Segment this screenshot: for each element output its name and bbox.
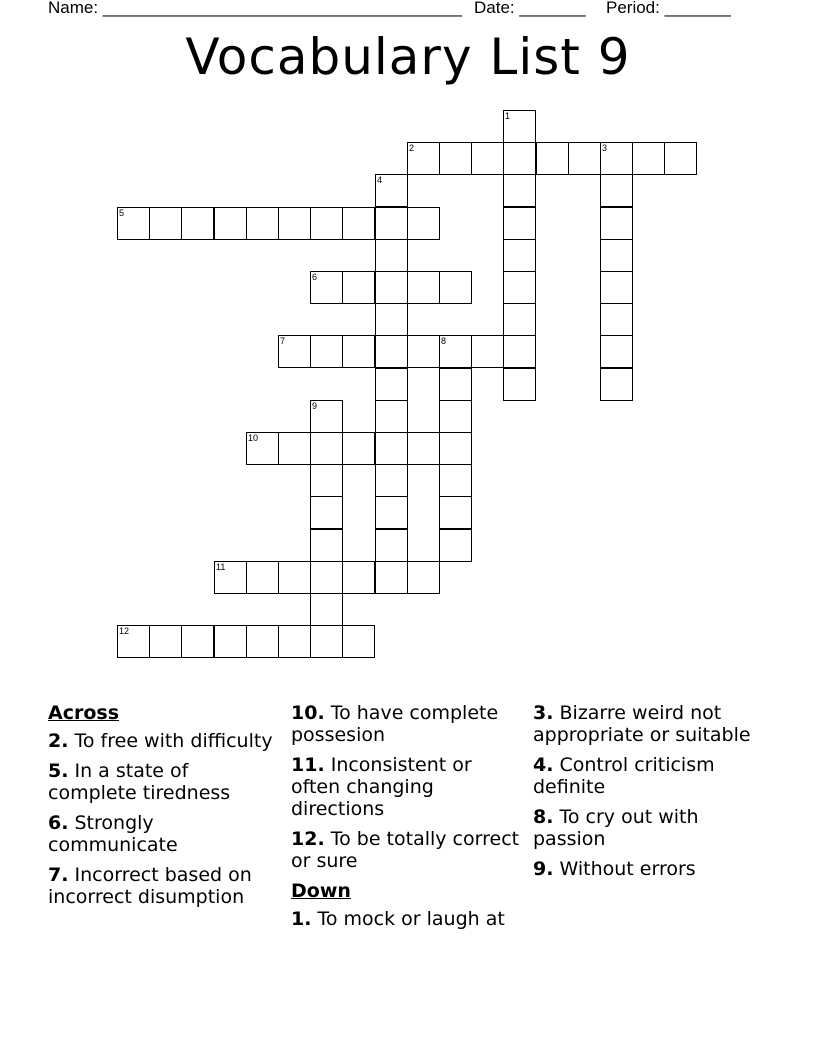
grid-cell[interactable] [149, 207, 182, 240]
clue-number: 2 [409, 143, 415, 153]
grid-cell[interactable] [600, 368, 633, 401]
grid-cell[interactable] [310, 625, 343, 658]
clue-across-12: 12. To be totally correct or sure [291, 828, 520, 872]
grid-cell[interactable] [600, 142, 633, 175]
clue-down-4: 4. Control criticism definite [533, 754, 715, 798]
grid-cell[interactable] [600, 271, 633, 304]
grid-cell[interactable] [375, 174, 408, 207]
grid-cell[interactable] [471, 142, 504, 175]
clue-number: 12 [119, 626, 130, 636]
across-heading: Across [48, 702, 120, 724]
grid-cell[interactable] [600, 174, 633, 207]
grid-cell[interactable] [536, 142, 569, 175]
grid-cell[interactable] [342, 625, 375, 658]
grid-cell[interactable] [149, 625, 182, 658]
grid-cell[interactable] [407, 142, 440, 175]
clue-across-7: 7. Incorrect based on incorrect disumption [48, 864, 252, 908]
grid-cell[interactable] [632, 142, 665, 175]
grid-cell[interactable] [342, 432, 375, 465]
grid-cell[interactable] [439, 400, 472, 433]
date-field-label: Date: _______ [474, 0, 586, 17]
clue-number: 11 [216, 562, 226, 572]
grid-cell[interactable] [439, 496, 472, 529]
grid-cell[interactable] [246, 432, 279, 465]
grid-cell[interactable] [342, 207, 375, 240]
grid-cell[interactable] [310, 400, 343, 433]
grid-cell[interactable] [503, 271, 536, 304]
clue-number: 10 [248, 433, 259, 443]
clue-down-8: 8. To cry out with passion [533, 806, 699, 850]
grid-cell[interactable] [503, 174, 536, 207]
grid-cell[interactable] [117, 625, 150, 658]
clue-number: 9 [312, 401, 318, 411]
grid-cell[interactable] [310, 432, 343, 465]
grid-cell[interactable] [310, 464, 343, 497]
grid-cell[interactable] [503, 303, 536, 336]
grid-cell[interactable] [664, 142, 697, 175]
clue-number: 6 [312, 272, 318, 282]
grid-cell[interactable] [278, 561, 311, 594]
grid-cell[interactable] [246, 561, 279, 594]
clue-across-5: 5. In a state of complete tiredness [48, 760, 231, 804]
grid-cell[interactable] [439, 368, 472, 401]
grid-cell[interactable] [214, 625, 247, 658]
clue-across-6: 6. Strongly communicate [48, 812, 178, 856]
grid-cell[interactable] [310, 529, 343, 562]
grid-cell[interactable] [181, 625, 214, 658]
grid-cell[interactable] [278, 625, 311, 658]
grid-cell[interactable] [439, 335, 472, 368]
grid-cell[interactable] [310, 593, 343, 626]
grid-cell[interactable] [278, 335, 311, 368]
grid-cell[interactable] [246, 625, 279, 658]
grid-cell[interactable] [568, 142, 601, 175]
clue-number: 1 [505, 111, 511, 121]
grid-cell[interactable] [342, 335, 375, 368]
page-title: Vocabulary List 9 [185, 28, 631, 86]
grid-cell[interactable] [503, 335, 536, 368]
grid-cell[interactable] [407, 271, 440, 304]
grid-cell[interactable] [375, 303, 408, 336]
grid-cell[interactable] [214, 561, 247, 594]
clue-down-9: 9. Without errors [533, 858, 696, 880]
grid-cell[interactable] [439, 432, 472, 465]
name-field-label: Name: ______________________________________ [48, 0, 463, 17]
grid-cell[interactable] [310, 335, 343, 368]
clue-number: 3 [602, 143, 608, 153]
grid-cell[interactable] [117, 207, 150, 240]
grid-cell[interactable] [342, 271, 375, 304]
grid-cell[interactable] [375, 561, 408, 594]
grid-cell[interactable] [375, 239, 408, 272]
grid-cell[interactable] [439, 271, 472, 304]
clue-column-1 [48, 702, 280, 916]
grid-cell[interactable] [246, 207, 279, 240]
grid-cell[interactable] [600, 303, 633, 336]
grid-cell[interactable] [503, 368, 536, 401]
grid-cell[interactable] [407, 432, 440, 465]
grid-cell[interactable] [375, 271, 408, 304]
down-heading: Down [291, 880, 351, 902]
clue-number: 7 [280, 336, 286, 346]
clue-across-10: 10. To have complete possesion [291, 702, 499, 746]
clue-down-1: 1. To mock or laugh at [291, 908, 505, 930]
clue-across-2: 2. To free with difficulty [48, 730, 273, 752]
grid-cell[interactable] [600, 335, 633, 368]
grid-cell[interactable] [278, 207, 311, 240]
grid-cell[interactable] [375, 207, 408, 240]
clue-number: 5 [119, 208, 125, 218]
grid-cell[interactable] [407, 561, 440, 594]
grid-cell[interactable] [439, 142, 472, 175]
grid-cell[interactable] [407, 207, 440, 240]
clue-across-11: 11. Inconsistent or often changing directions [291, 754, 472, 820]
grid-cell[interactable] [310, 496, 343, 529]
grid-cell[interactable] [503, 110, 536, 143]
grid-cell[interactable] [503, 207, 536, 240]
clue-column-2 [291, 702, 523, 938]
grid-cell[interactable] [214, 207, 247, 240]
grid-cell[interactable] [278, 432, 311, 465]
grid-cell[interactable] [375, 496, 408, 529]
clue-down-3: 3. Bizarre weird not appropriate or suitable [533, 702, 751, 746]
grid-cell[interactable] [181, 207, 214, 240]
grid-cell[interactable] [375, 529, 408, 562]
clue-number: 8 [441, 336, 447, 346]
grid-cell[interactable] [310, 271, 343, 304]
period-field-label: Period: _______ [606, 0, 731, 17]
grid-cell[interactable] [600, 239, 633, 272]
grid-cell[interactable] [471, 335, 504, 368]
grid-cell[interactable] [439, 529, 472, 562]
grid-cell[interactable] [375, 400, 408, 433]
grid-cell[interactable] [375, 368, 408, 401]
grid-cell[interactable] [375, 432, 408, 465]
grid-cell[interactable] [310, 561, 343, 594]
grid-cell[interactable] [503, 142, 536, 175]
grid-cell[interactable] [342, 561, 375, 594]
grid-cell[interactable] [439, 464, 472, 497]
clue-column-3 [533, 702, 765, 888]
grid-cell[interactable] [310, 207, 343, 240]
grid-cell[interactable] [375, 335, 408, 368]
grid-cell[interactable] [407, 335, 440, 368]
grid-cell[interactable] [503, 239, 536, 272]
clue-number: 4 [377, 175, 383, 185]
grid-cell[interactable] [375, 464, 408, 497]
grid-cell[interactable] [600, 207, 633, 240]
